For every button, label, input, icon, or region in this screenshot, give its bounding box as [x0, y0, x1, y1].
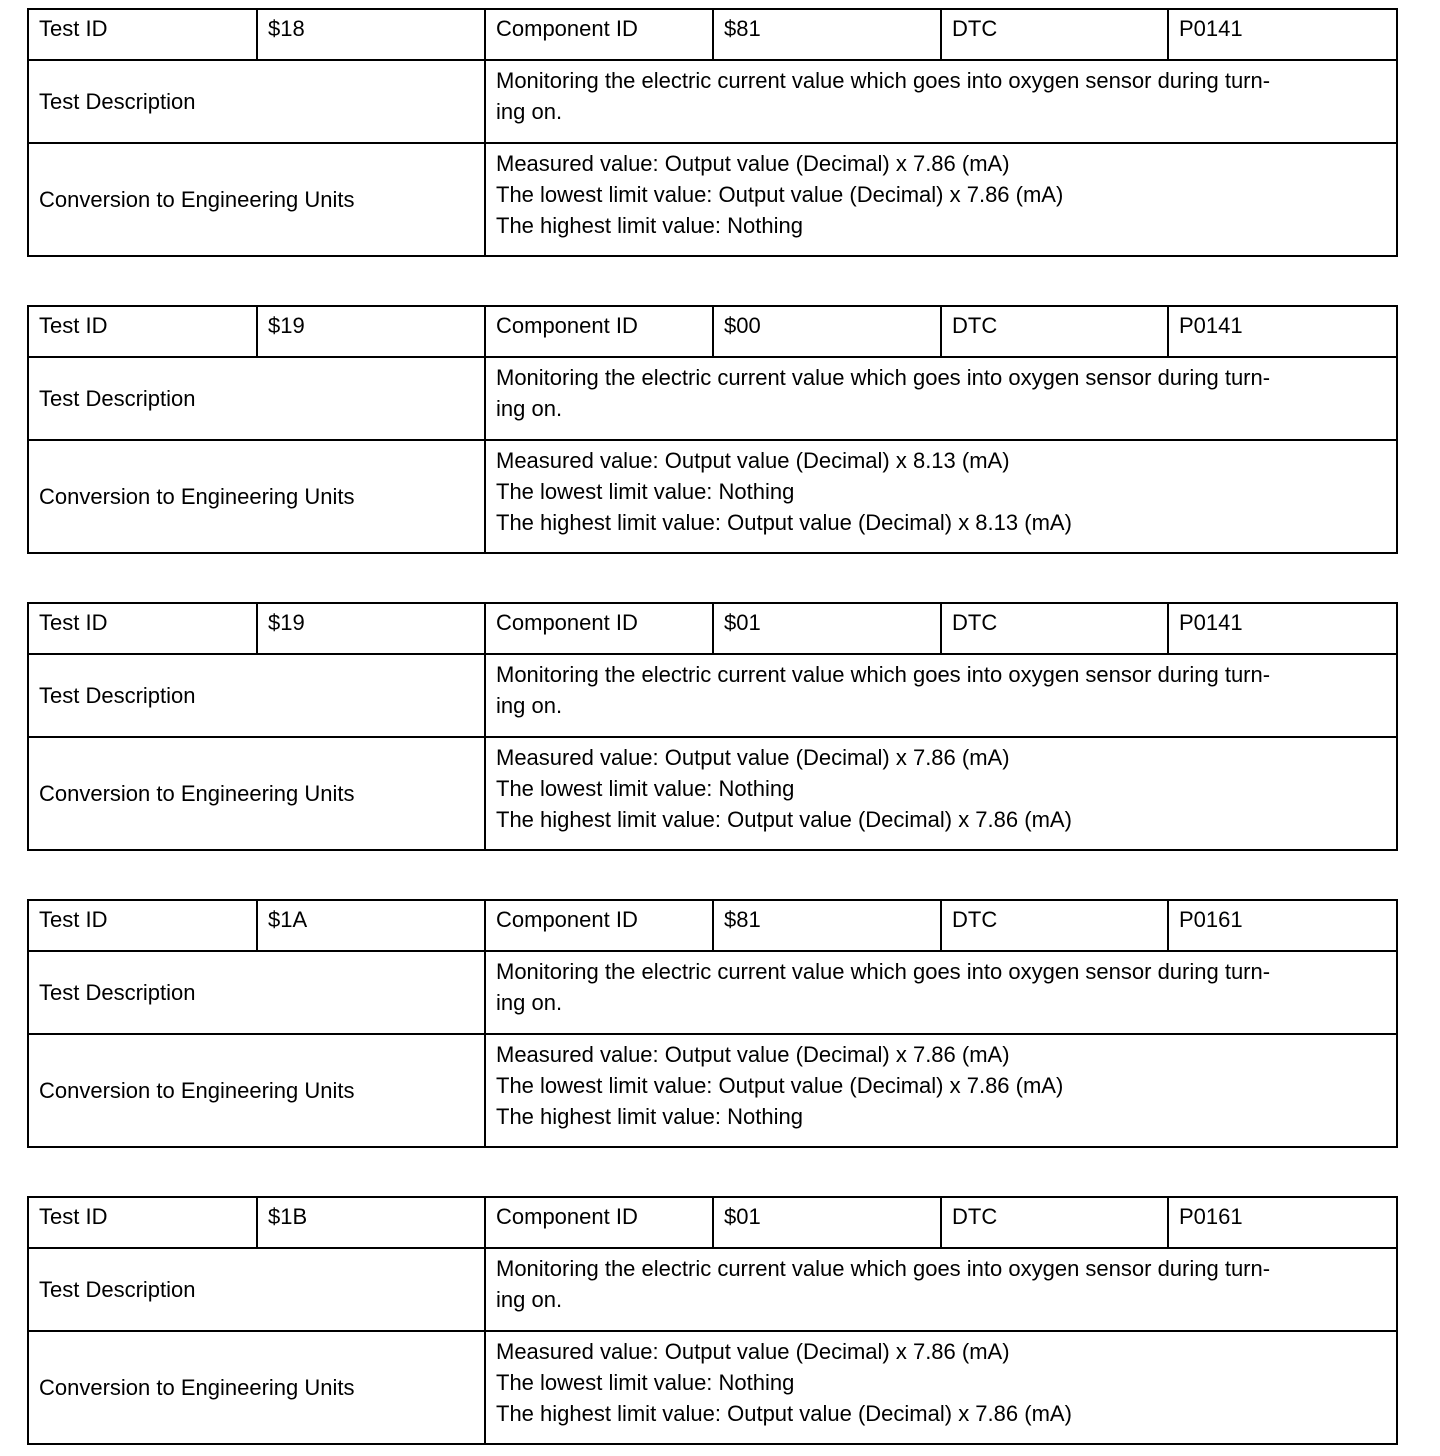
- test-id-label: Test ID: [28, 1197, 257, 1248]
- conversion-line: The lowest limit value: Nothing: [496, 479, 795, 504]
- conversion-label: Conversion to Engineering Units: [28, 440, 485, 553]
- conversion-line: The highest limit value: Output value (Decimal) x 7.86 (mA): [496, 1401, 1072, 1426]
- test-id-value: $19: [257, 603, 485, 654]
- conversion-line: The lowest limit value: Nothing: [496, 776, 795, 801]
- component-id-label: Component ID: [485, 900, 713, 951]
- conversion-value: [485, 440, 1397, 553]
- component-id-label: Component ID: [485, 1197, 713, 1248]
- component-id-value: $01: [713, 1197, 941, 1248]
- conversion-row: [28, 1331, 1397, 1444]
- conversion-line: Measured value: Output value (Decimal) x 7.86 (mA): [496, 1042, 1010, 1067]
- conversion-label: Conversion to Engineering Units: [28, 143, 485, 256]
- conversion-label: Conversion to Engineering Units: [28, 1331, 485, 1444]
- conversion-row: [28, 143, 1397, 256]
- test-id-value: $1B: [257, 1197, 485, 1248]
- id-row: [28, 1197, 1397, 1248]
- test-id-value: $18: [257, 9, 485, 60]
- dtc-value: P0161: [1168, 1197, 1397, 1248]
- description-line: Monitoring the electric current value which goes into oxygen sensor during turn-: [496, 959, 1271, 984]
- description-line: ing on.: [496, 1287, 563, 1312]
- description-line: Monitoring the electric current value which goes into oxygen sensor during turn-: [496, 662, 1271, 687]
- conversion-line: The lowest limit value: Nothing: [496, 1370, 795, 1395]
- conversion-value: [485, 737, 1397, 850]
- test-spec-table: [27, 1196, 1398, 1445]
- dtc-label: DTC: [941, 9, 1168, 60]
- conversion-line: Measured value: Output value (Decimal) x 8.13 (mA): [496, 448, 1010, 473]
- test-spec-table: [27, 8, 1398, 257]
- dtc-value: P0161: [1168, 900, 1397, 951]
- component-id-value: $00: [713, 306, 941, 357]
- test-description-value: [485, 951, 1397, 1034]
- test-spec-table: [27, 899, 1398, 1148]
- conversion-line: Measured value: Output value (Decimal) x 7.86 (mA): [496, 1339, 1010, 1364]
- description-line: ing on.: [496, 693, 563, 718]
- description-row: [28, 654, 1397, 737]
- component-id-value: $81: [713, 9, 941, 60]
- description-line: ing on.: [496, 396, 563, 421]
- test-description-value: [485, 654, 1397, 737]
- conversion-value: [485, 143, 1397, 256]
- description-row: [28, 1248, 1397, 1331]
- description-line: ing on.: [496, 99, 563, 124]
- test-id-label: Test ID: [28, 306, 257, 357]
- component-id-label: Component ID: [485, 603, 713, 654]
- conversion-line: The lowest limit value: Output value (Decimal) x 7.86 (mA): [496, 182, 1064, 207]
- conversion-label: Conversion to Engineering Units: [28, 1034, 485, 1147]
- conversion-row: [28, 1034, 1397, 1147]
- conversion-line: Measured value: Output value (Decimal) x 7.86 (mA): [496, 745, 1010, 770]
- id-row: [28, 603, 1397, 654]
- dtc-label: DTC: [941, 900, 1168, 951]
- dtc-label: DTC: [941, 603, 1168, 654]
- test-spec-table: [27, 602, 1398, 851]
- test-id-label: Test ID: [28, 9, 257, 60]
- test-description-value: [485, 1248, 1397, 1331]
- conversion-line: Measured value: Output value (Decimal) x 7.86 (mA): [496, 151, 1010, 176]
- test-description-label: Test Description: [28, 654, 485, 737]
- conversion-line: The highest limit value: Nothing: [496, 213, 803, 238]
- description-row: [28, 357, 1397, 440]
- conversion-row: [28, 737, 1397, 850]
- test-description-label: Test Description: [28, 60, 485, 143]
- description-row: [28, 60, 1397, 143]
- conversion-value: [485, 1034, 1397, 1147]
- test-id-label: Test ID: [28, 603, 257, 654]
- test-id-value: $1A: [257, 900, 485, 951]
- conversion-line: The highest limit value: Nothing: [496, 1104, 803, 1129]
- conversion-line: The highest limit value: Output value (Decimal) x 8.13 (mA): [496, 510, 1072, 535]
- test-description-value: [485, 357, 1397, 440]
- conversion-label: Conversion to Engineering Units: [28, 737, 485, 850]
- test-spec-table: [27, 305, 1398, 554]
- dtc-label: DTC: [941, 1197, 1168, 1248]
- test-id-label: Test ID: [28, 900, 257, 951]
- dtc-value: P0141: [1168, 9, 1397, 60]
- id-row: [28, 9, 1397, 60]
- test-description-value: [485, 60, 1397, 143]
- description-line: Monitoring the electric current value which goes into oxygen sensor during turn-: [496, 1256, 1271, 1281]
- id-row: [28, 900, 1397, 951]
- description-line: ing on.: [496, 990, 563, 1015]
- description-row: [28, 951, 1397, 1034]
- id-row: [28, 306, 1397, 357]
- component-id-value: $81: [713, 900, 941, 951]
- test-id-value: $19: [257, 306, 485, 357]
- conversion-row: [28, 440, 1397, 553]
- description-line: Monitoring the electric current value which goes into oxygen sensor during turn-: [496, 68, 1271, 93]
- conversion-line: The highest limit value: Output value (Decimal) x 7.86 (mA): [496, 807, 1072, 832]
- component-id-value: $01: [713, 603, 941, 654]
- conversion-value: [485, 1331, 1397, 1444]
- dtc-label: DTC: [941, 306, 1168, 357]
- test-description-label: Test Description: [28, 1248, 485, 1331]
- dtc-value: P0141: [1168, 603, 1397, 654]
- test-description-label: Test Description: [28, 357, 485, 440]
- component-id-label: Component ID: [485, 9, 713, 60]
- test-description-label: Test Description: [28, 951, 485, 1034]
- conversion-line: The lowest limit value: Output value (Decimal) x 7.86 (mA): [496, 1073, 1064, 1098]
- component-id-label: Component ID: [485, 306, 713, 357]
- dtc-value: P0141: [1168, 306, 1397, 357]
- description-line: Monitoring the electric current value which goes into oxygen sensor during turn-: [496, 365, 1271, 390]
